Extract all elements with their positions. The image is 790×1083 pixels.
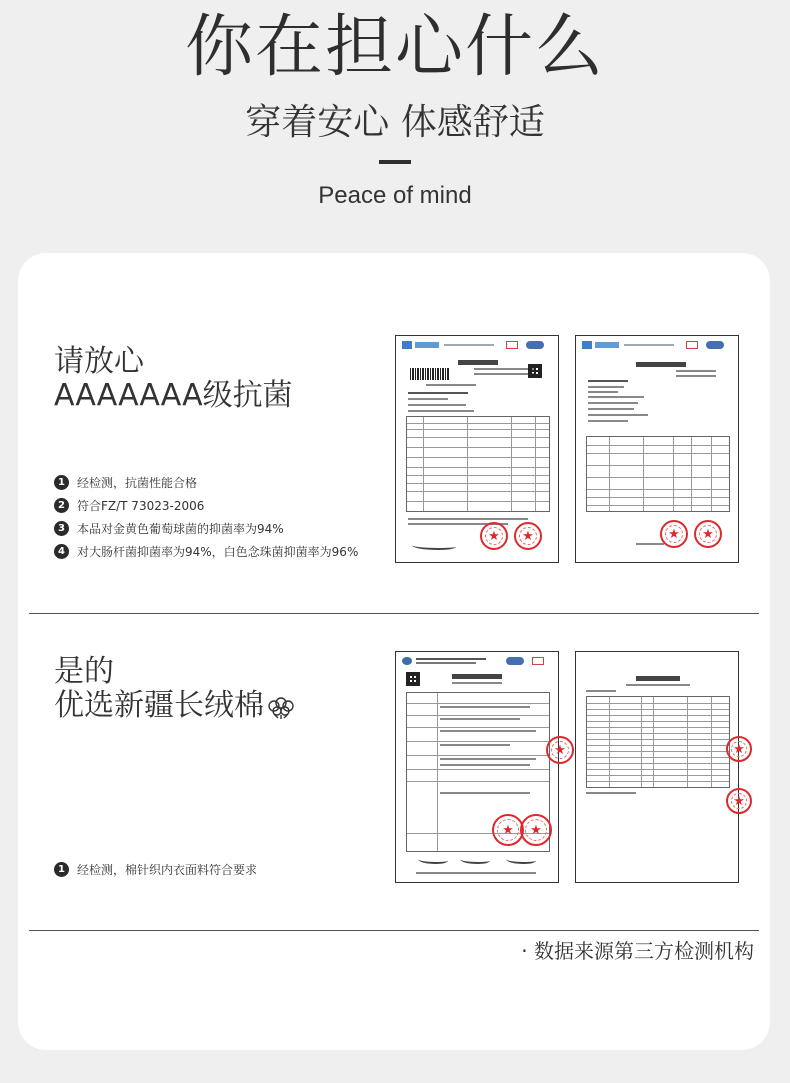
- headline: 你在担心什么: [184, 8, 605, 87]
- cotton-icon: [266, 694, 296, 720]
- feature-text: 经检测，棉针织内衣面料符合要求: [77, 863, 258, 877]
- test-report-image-1: [395, 335, 559, 563]
- official-stamp: ★: [480, 522, 508, 550]
- number-badge: 1: [54, 475, 69, 490]
- number-badge: 3: [54, 521, 69, 536]
- official-stamp: ★: [726, 788, 752, 814]
- feature-text: 符合FZ/T 73023-2006: [77, 499, 205, 513]
- antibacterial-title-line2: AAAAAAA级抗菌: [54, 378, 293, 413]
- test-report-image-4: [575, 651, 745, 883]
- report-letterhead: [402, 657, 552, 667]
- cotton-title-line2: [54, 689, 296, 723]
- number-badge: 4: [54, 544, 69, 559]
- report-letterhead: [582, 341, 732, 351]
- cotton-title-text: 优选新疆长绒棉: [54, 688, 264, 723]
- number-badge: 1: [54, 862, 69, 877]
- content-card: [18, 253, 770, 1050]
- feature-item: [54, 471, 358, 494]
- data-source-note: · 数据来源第三方检测机构: [521, 939, 754, 963]
- antibacterial-title: [54, 345, 293, 413]
- official-stamp: ★: [492, 814, 524, 846]
- feature-item: [54, 858, 257, 881]
- test-report-image-2: [575, 335, 739, 563]
- official-stamp: ★: [726, 736, 752, 762]
- subheadline: 穿着安心 体感舒适: [245, 102, 545, 143]
- official-stamp: ★: [520, 814, 552, 846]
- section-divider: [29, 930, 759, 931]
- feature-item: [54, 494, 358, 517]
- section-divider: [29, 613, 759, 614]
- report-letterhead: [402, 341, 552, 351]
- official-stamp: ★: [694, 520, 722, 548]
- feature-text: 本品对金黄色葡萄球菌的抑菌率为94%: [77, 522, 284, 536]
- title-divider: [379, 160, 411, 164]
- feature-text: 经检测，抗菌性能合格: [77, 476, 198, 490]
- cotton-title-line1: 是的: [54, 654, 114, 689]
- feature-item: [54, 517, 358, 540]
- antibacterial-feature-list: [54, 471, 358, 563]
- official-stamp: ★: [660, 520, 688, 548]
- antibacterial-title-line1: 请放心: [54, 344, 144, 379]
- cotton-title: [54, 655, 296, 723]
- official-stamp: ★: [546, 736, 574, 764]
- official-stamp: ★: [514, 522, 542, 550]
- cotton-feature-list: [54, 858, 257, 881]
- feature-text: 对大肠杆菌抑菌率为94%，白色念珠菌抑菌率为96%: [77, 545, 359, 559]
- english-tagline: Peace of mind: [318, 182, 472, 209]
- test-report-image-3: [395, 651, 566, 883]
- number-badge: 2: [54, 498, 69, 513]
- feature-item: [54, 540, 358, 563]
